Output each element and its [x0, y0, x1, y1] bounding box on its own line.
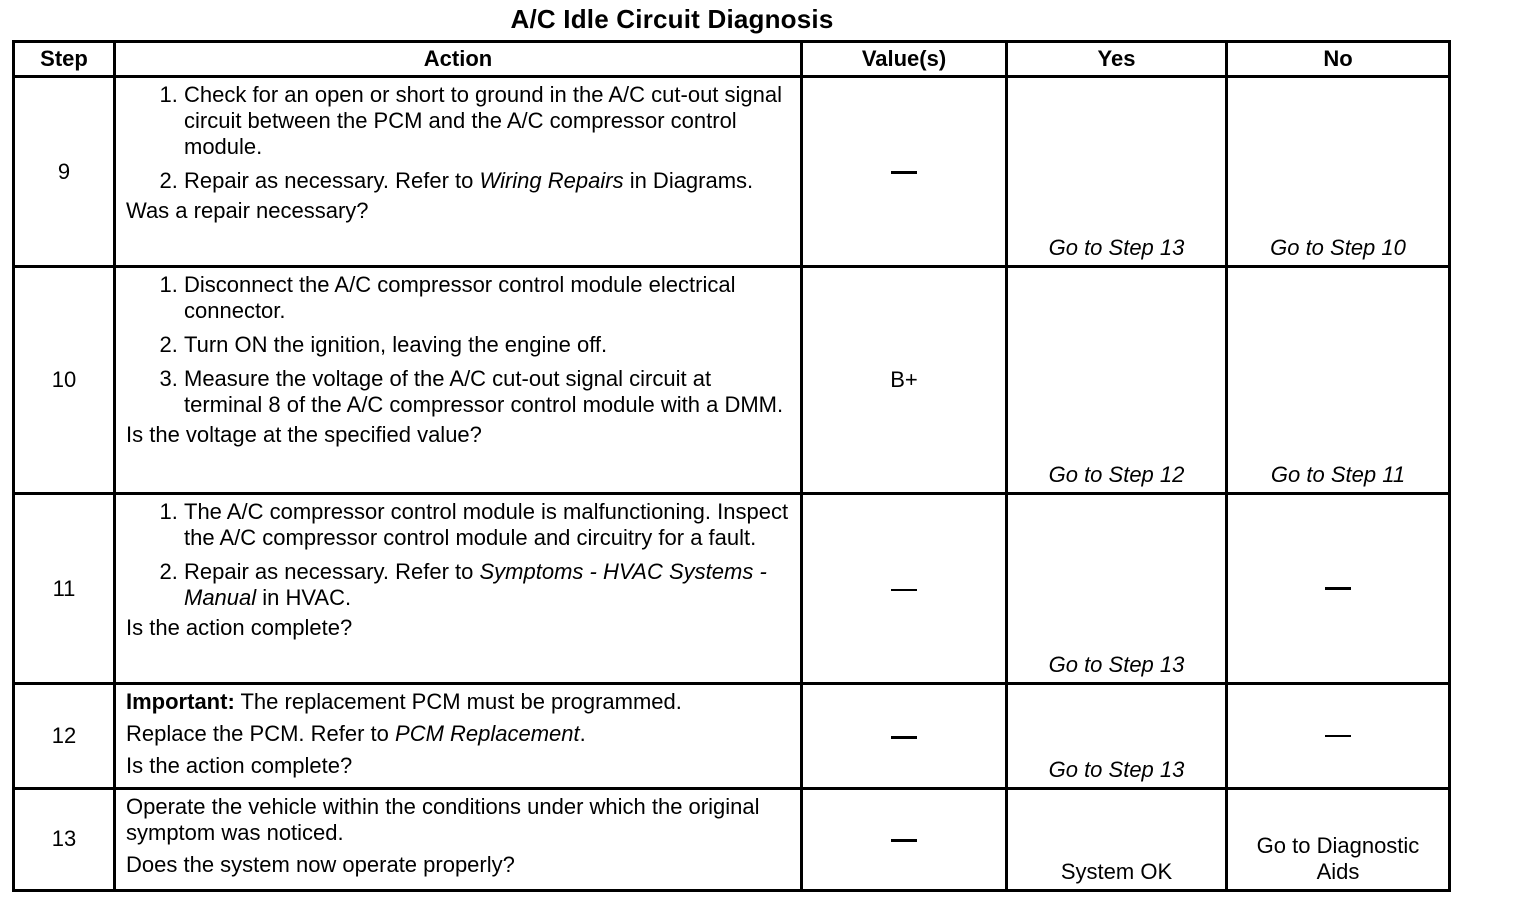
no-link[interactable]: Go to Step 10 — [1227, 77, 1450, 267]
action-item: 1. The A/C compressor control module is malfunctioning. Inspect the A/C compressor control module and circuitry for a fault. — [184, 499, 790, 551]
value-cell: B+ — [802, 267, 1007, 494]
header-yes: Yes — [1007, 42, 1227, 77]
action-question: Does the system now operate properly? — [126, 851, 515, 877]
table-row-step-10 — [14, 267, 1450, 494]
action-question: Is the action complete? — [126, 753, 353, 779]
no-link[interactable]: Go to Diagnostic Aids — [1227, 788, 1450, 890]
header-values: Value(s) — [802, 42, 1007, 77]
header-step: Step — [14, 42, 115, 77]
action-question: Is the action complete? — [126, 615, 353, 640]
step-number: 13 — [14, 788, 115, 890]
step-number: 9 — [14, 77, 115, 267]
dash-mark — [1325, 587, 1351, 590]
step-number: 11 — [14, 494, 115, 684]
dash-mark — [891, 589, 917, 591]
action-item: 1. Check for an open or short to ground in the A/C cut-out signal circuit between the PCM and the A/C compressor control module. — [184, 82, 790, 160]
action-text: Operate the vehicle within the conditions under which the original symptom was noticed. — [126, 793, 760, 845]
yes-result: System OK — [1007, 788, 1227, 890]
dash-mark — [891, 171, 917, 174]
action-item: 3. Measure the voltage of the A/C cut-out signal circuit at terminal 8 of the A/C compressor control module with a DMM. — [184, 366, 790, 418]
action-cell — [115, 267, 802, 494]
table-row-step-11 — [14, 494, 1450, 684]
action-cell — [115, 494, 802, 684]
yes-link[interactable]: Go to Step 13 — [1007, 77, 1227, 267]
header-action: Action — [115, 42, 802, 77]
value-cell — [802, 684, 1007, 788]
table-row-step-12 — [14, 684, 1450, 788]
replace-instruction: Replace the PCM. Refer to PCM Replacement. — [126, 721, 586, 747]
action-item: 2. Turn ON the ignition, leaving the engine off. — [184, 332, 790, 358]
no-cell — [1227, 684, 1450, 788]
no-cell — [1227, 494, 1450, 684]
dash-mark — [1325, 735, 1351, 737]
action-cell — [115, 788, 802, 890]
action-question: Was a repair necessary? — [126, 198, 369, 223]
reference-link[interactable]: PCM Replacement — [395, 721, 580, 747]
yes-link[interactable]: Go to Step 13 — [1007, 684, 1227, 788]
table-header-row — [14, 42, 1450, 77]
step-number: 10 — [14, 267, 115, 494]
value-cell — [802, 494, 1007, 684]
value-cell — [802, 788, 1007, 890]
action-item: 2. Repair as necessary. Refer to Wiring Repairs in Diagrams. — [184, 168, 790, 194]
step-number: 12 — [14, 684, 115, 788]
table-row-step-9 — [14, 77, 1450, 267]
no-link[interactable]: Go to Step 11 — [1227, 267, 1450, 494]
action-item: 1. Disconnect the A/C compressor control module electrical connector. — [184, 272, 790, 324]
header-no: No — [1227, 42, 1450, 77]
action-item: 2. Repair as necessary. Refer to Symptoms - HVAC Systems - Manual in HVAC. — [184, 559, 790, 611]
reference-link[interactable]: Wiring Repairs — [479, 168, 624, 193]
table-row-step-13 — [14, 788, 1450, 890]
value-cell — [802, 77, 1007, 267]
dash-mark — [891, 736, 917, 739]
page-title: A/C Idle Circuit Diagnosis — [510, 4, 834, 34]
yes-link[interactable]: Go to Step 12 — [1007, 267, 1227, 494]
yes-link[interactable]: Go to Step 13 — [1007, 494, 1227, 684]
action-question: Is the voltage at the specified value? — [126, 422, 482, 448]
dash-mark — [891, 839, 917, 842]
important-note: Important: The replacement PCM must be programmed. — [126, 689, 682, 715]
action-cell — [115, 77, 802, 267]
diagnosis-table — [12, 40, 1451, 892]
reference-link[interactable]: Symptoms - HVAC Systems - Manual — [184, 559, 767, 610]
action-cell — [115, 684, 802, 788]
